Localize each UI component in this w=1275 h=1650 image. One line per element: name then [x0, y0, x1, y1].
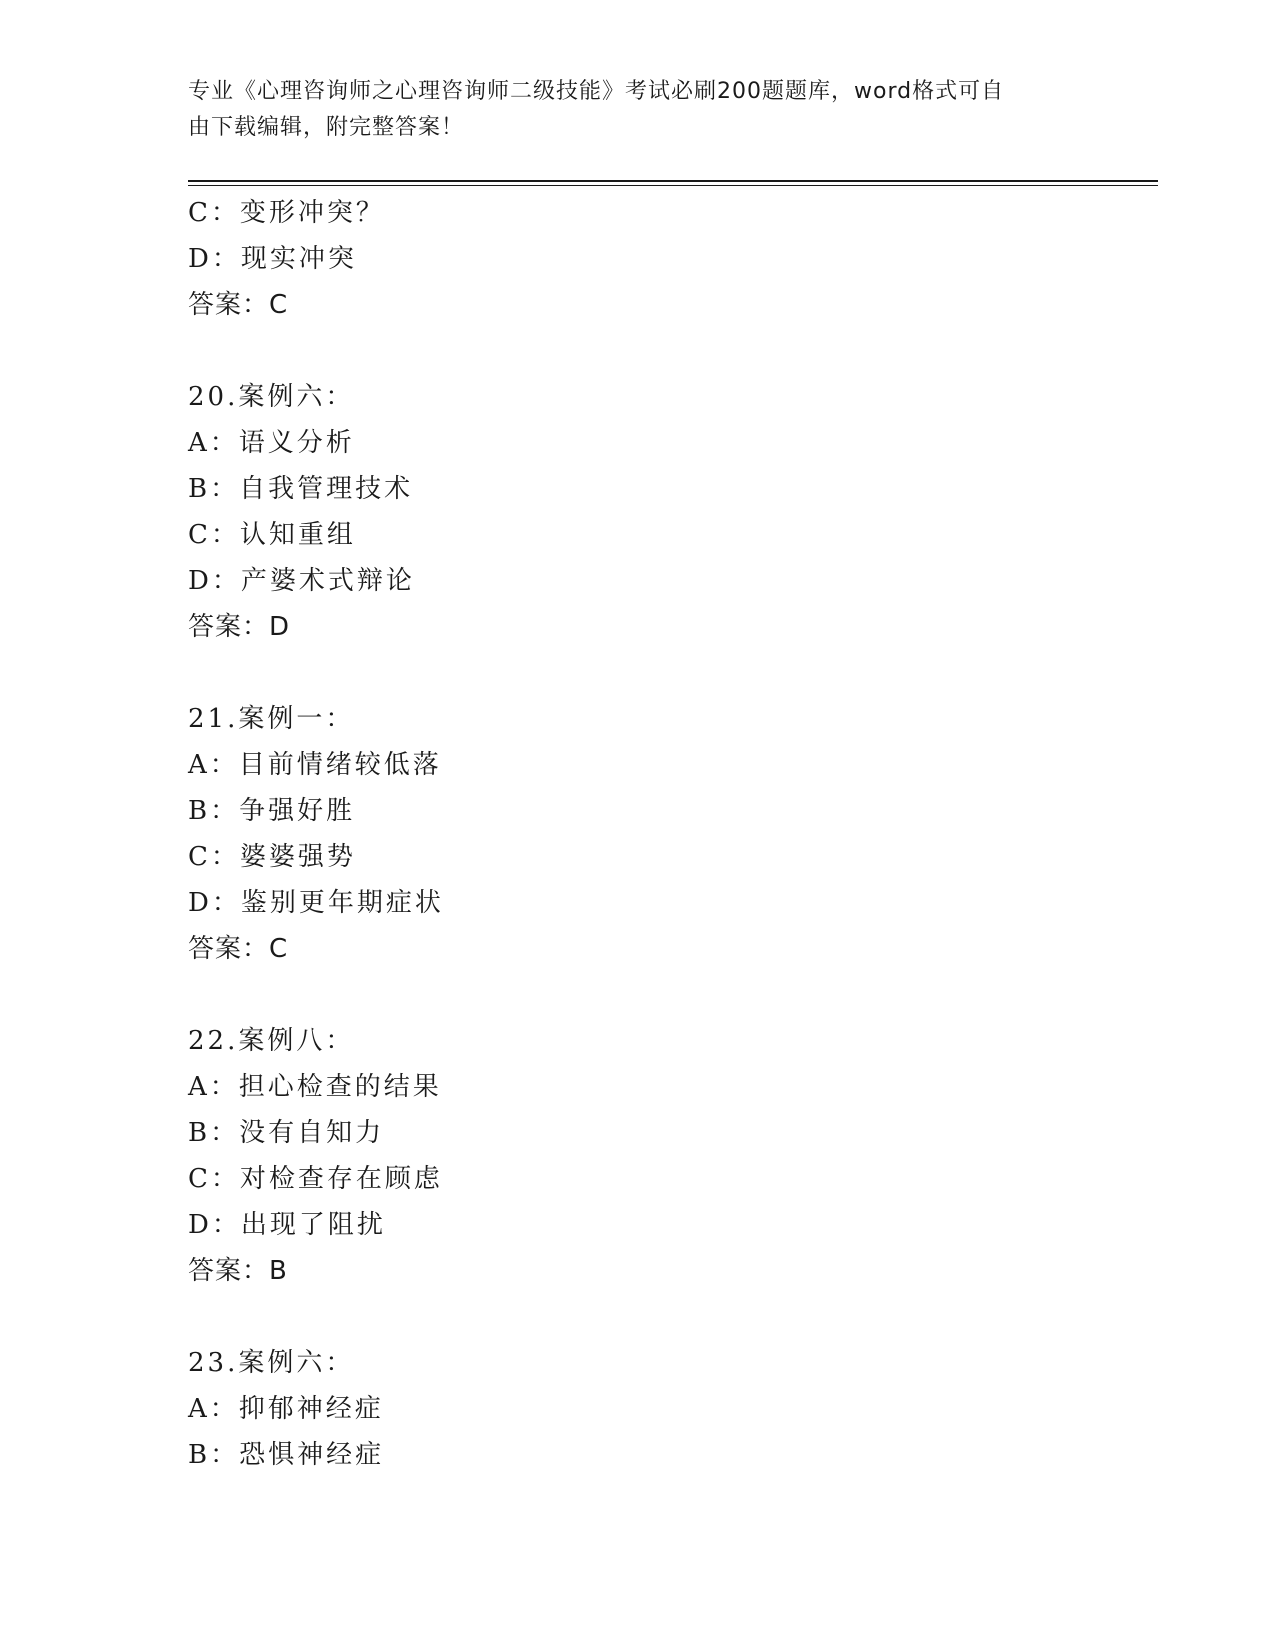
- header-line-1: 专业《心理咨询师之心理咨询师二级技能》考试必刷200题题库，word格式可自: [188, 79, 1005, 104]
- option-c: C：变形冲突？: [188, 198, 385, 228]
- option-b: B：自我管理技术: [188, 474, 414, 504]
- option-a: A：目前情绪较低落: [188, 750, 442, 780]
- option-d: D：出现了阻扰: [188, 1210, 386, 1240]
- option-c: C：婆婆强势: [188, 842, 356, 872]
- option-a: A：担心检查的结果: [188, 1072, 442, 1102]
- header-divider-thick: [188, 180, 1158, 182]
- option-b: B：争强好胜: [188, 796, 356, 826]
- option-d: D：现实冲突: [188, 244, 357, 274]
- answer-line: 答案：B: [188, 1256, 288, 1286]
- option-d: D：鉴别更年期症状: [188, 888, 444, 918]
- question-title: 23.案例六：: [188, 1348, 355, 1378]
- question-title: 22.案例八：: [188, 1026, 355, 1056]
- option-c: C：对检查存在顾虑: [188, 1164, 443, 1194]
- answer-line: 答案：C: [188, 934, 289, 964]
- option-c: C：认知重组: [188, 520, 356, 550]
- question-list: [188, 190, 444, 1478]
- option-b: B：恐惧神经症: [188, 1440, 385, 1470]
- document-header: [188, 74, 1088, 146]
- option-d: D：产婆术式辩论: [188, 566, 415, 596]
- option-a: A：抑郁神经症: [188, 1394, 384, 1424]
- answer-line: 答案：C: [188, 290, 289, 320]
- header-line-2: 由下载编辑，附完整答案！: [188, 115, 465, 140]
- header-divider-thin: [188, 185, 1158, 186]
- question-title: 21.案例一：: [188, 704, 355, 734]
- option-b: B：没有自知力: [188, 1118, 385, 1148]
- question-title: 20.案例六：: [188, 382, 355, 412]
- answer-line: 答案：D: [188, 612, 291, 642]
- option-a: A：语义分析: [188, 428, 355, 458]
